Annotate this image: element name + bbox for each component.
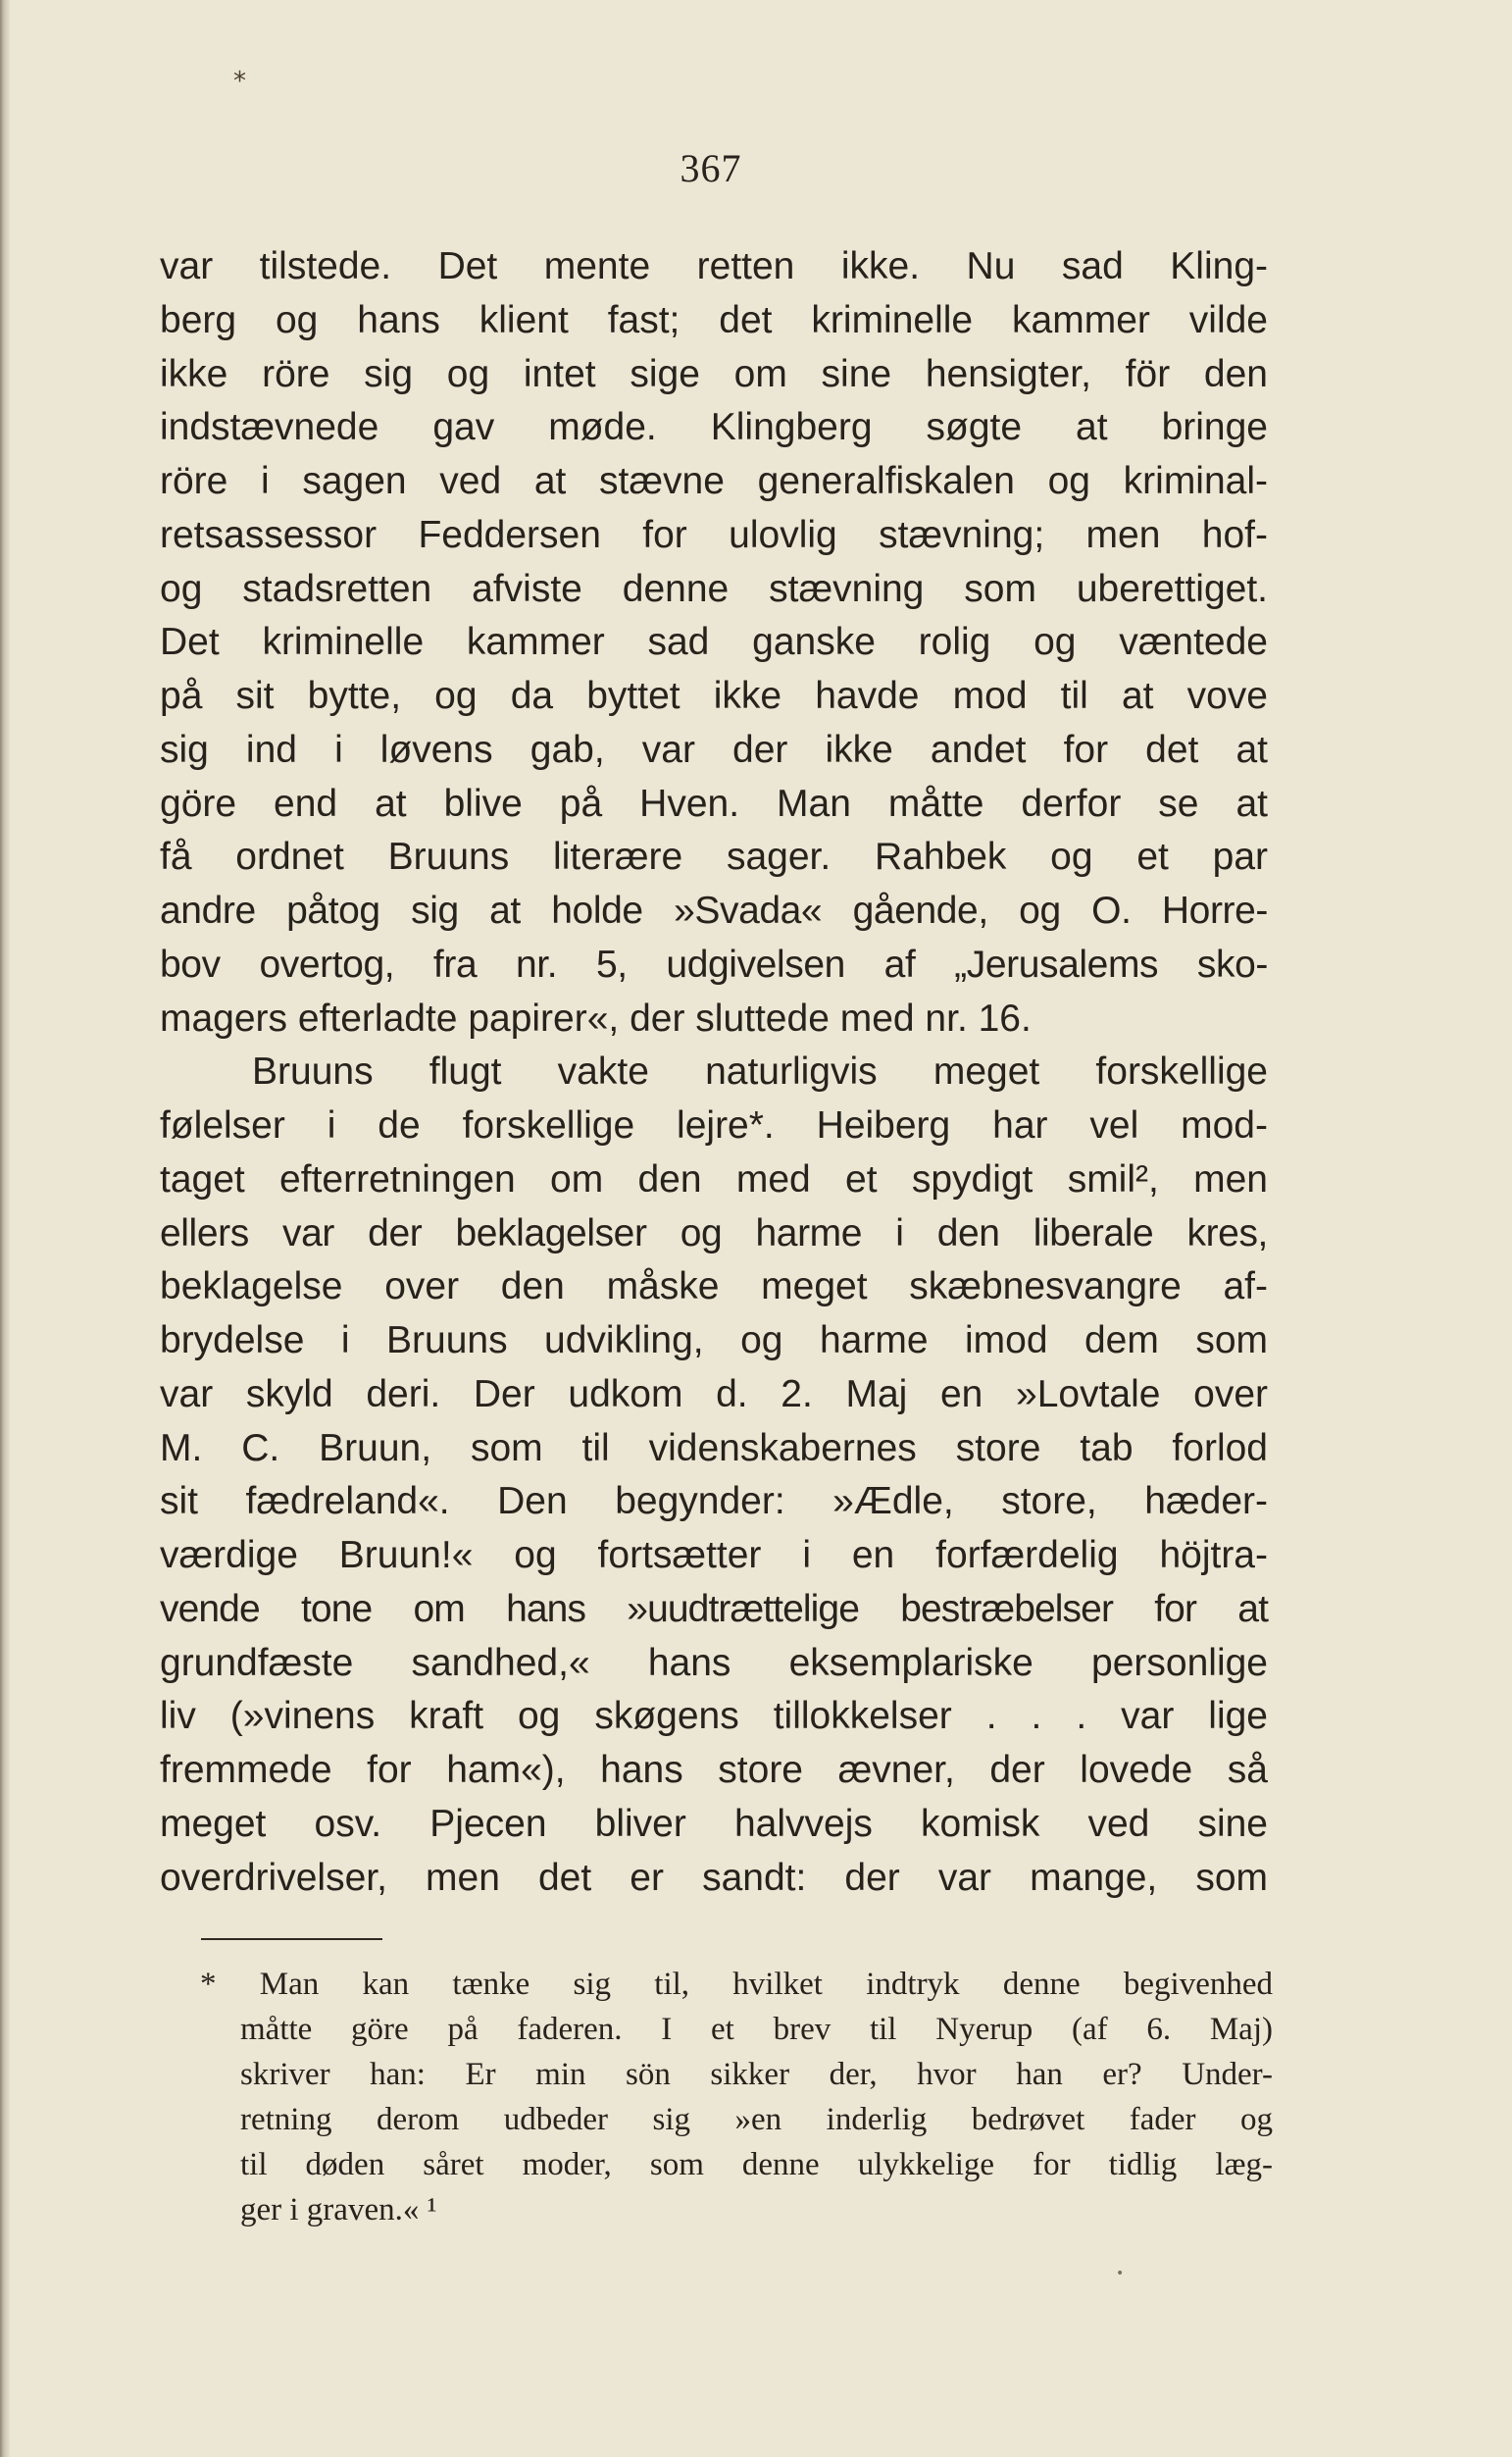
body-line: ellers var der beklagelser og harme i den liberale kres, [160, 1211, 1268, 1254]
page-number: 367 [680, 146, 742, 190]
body-line: og stadsretten afviste denne stævning som uberettiget. [160, 567, 1268, 610]
footnote-line: * Man kan tænke sig til, hvilket indtryk denne begivenhed [200, 1967, 1273, 2002]
body-line: Bruuns flugt vakte naturligvis meget forskellige [252, 1050, 1268, 1094]
footnote-line: retning derom udbeder sig »en inderlig bedrøvet fader og [240, 2102, 1273, 2137]
footnote-line: ger i graven.« ¹ [240, 2192, 437, 2227]
body-line: ikke röre sig og intet sige om sine hensigter, för den [160, 352, 1268, 395]
body-line: magers efterladte papirer«, der sluttede med nr. 16. [160, 997, 1032, 1040]
body-line: liv (»vinens kraft og skøgens tillokkelser . . . var lige [160, 1695, 1268, 1738]
body-line: sig ind i løvens gab, var der ikke andet for det at [160, 728, 1268, 771]
page-edge [0, 0, 10, 2457]
ink-mark: * [233, 67, 246, 96]
body-line: på sit bytte, og da byttet ikke havde mod til at vove [160, 675, 1268, 717]
footnote [201, 1962, 1273, 2232]
body-line: andre påtog sig at holde »Svada« gående, og O. Horre- [160, 890, 1268, 932]
footnote-line: skriver han: Er min sön sikker der, hvor han er? Under- [240, 2057, 1273, 2092]
body-line: Det kriminelle kammer sad ganske rolig og væntede [160, 621, 1268, 664]
body-line: få ordnet Bruuns literære sager. Rahbek og et par [160, 836, 1268, 879]
body-line: var tilstede. Det mente retten ikke. Nu sad Kling- [160, 245, 1268, 287]
body-line: göre end at blive på Hven. Man måtte derfor se at [160, 782, 1268, 825]
body-line: meget osv. Pjecen bliver halvvejs komisk ved sine [160, 1802, 1268, 1845]
body-line: M. C. Bruun, som til videnskabernes store tab forlod [160, 1426, 1268, 1469]
body-line: taget efterretningen om den med et spydigt smil², men [160, 1157, 1268, 1201]
body-line: berg og hans klient fast; det kriminelle kammer vilde [160, 298, 1268, 341]
footnote-line: måtte göre på faderen. I et brev til Nyerup (af 6. Maj) [240, 2012, 1273, 2047]
footnote-rule [201, 1938, 382, 1940]
body-line: værdige Bruun!« og fortsætter i en forfærdelig höjtra- [160, 1534, 1268, 1576]
body-line: bov overtog, fra nr. 5, udgivelsen af „Jerusalems sko- [160, 943, 1268, 986]
body-line: beklagelse over den måske meget skæbnesvangre af- [160, 1265, 1268, 1308]
body-line: vende tone om hans »uudtrættelige bestræbelser for at [160, 1587, 1268, 1630]
body-line: fremmede for ham«), hans store ævner, der lovede så [160, 1749, 1268, 1791]
body-line: var skyld deri. Der udkom d. 2. Maj en »Lovtale over [160, 1372, 1268, 1415]
body-line: röre i sagen ved at stævne generalfiskalen og kriminal- [160, 460, 1268, 502]
body-line: følelser i de forskellige lejre*. Heiberg har vel mod- [160, 1104, 1268, 1147]
body-line: overdrivelser, men det er sandt: der var mange, som [160, 1856, 1268, 1899]
ink-speck: • [1116, 2266, 1125, 2281]
body-text [160, 240, 1268, 1905]
body-line: indstævnede gav møde. Klingberg søgte at bringe [160, 406, 1268, 449]
body-line: grundfæste sandhed,« hans eksemplariske personlige [160, 1641, 1268, 1684]
body-line: retsassessor Feddersen for ulovlig stævning; men hof- [160, 513, 1268, 556]
footnote-line: til døden såret moder, som denne ulykkelige for tidlig læg- [240, 2147, 1273, 2182]
body-line: brydelse i Bruuns udvikling, og harme imod dem som [160, 1319, 1268, 1361]
body-line: sit fædreland«. Den begynder: »Ædle, store, hæder- [160, 1480, 1268, 1523]
